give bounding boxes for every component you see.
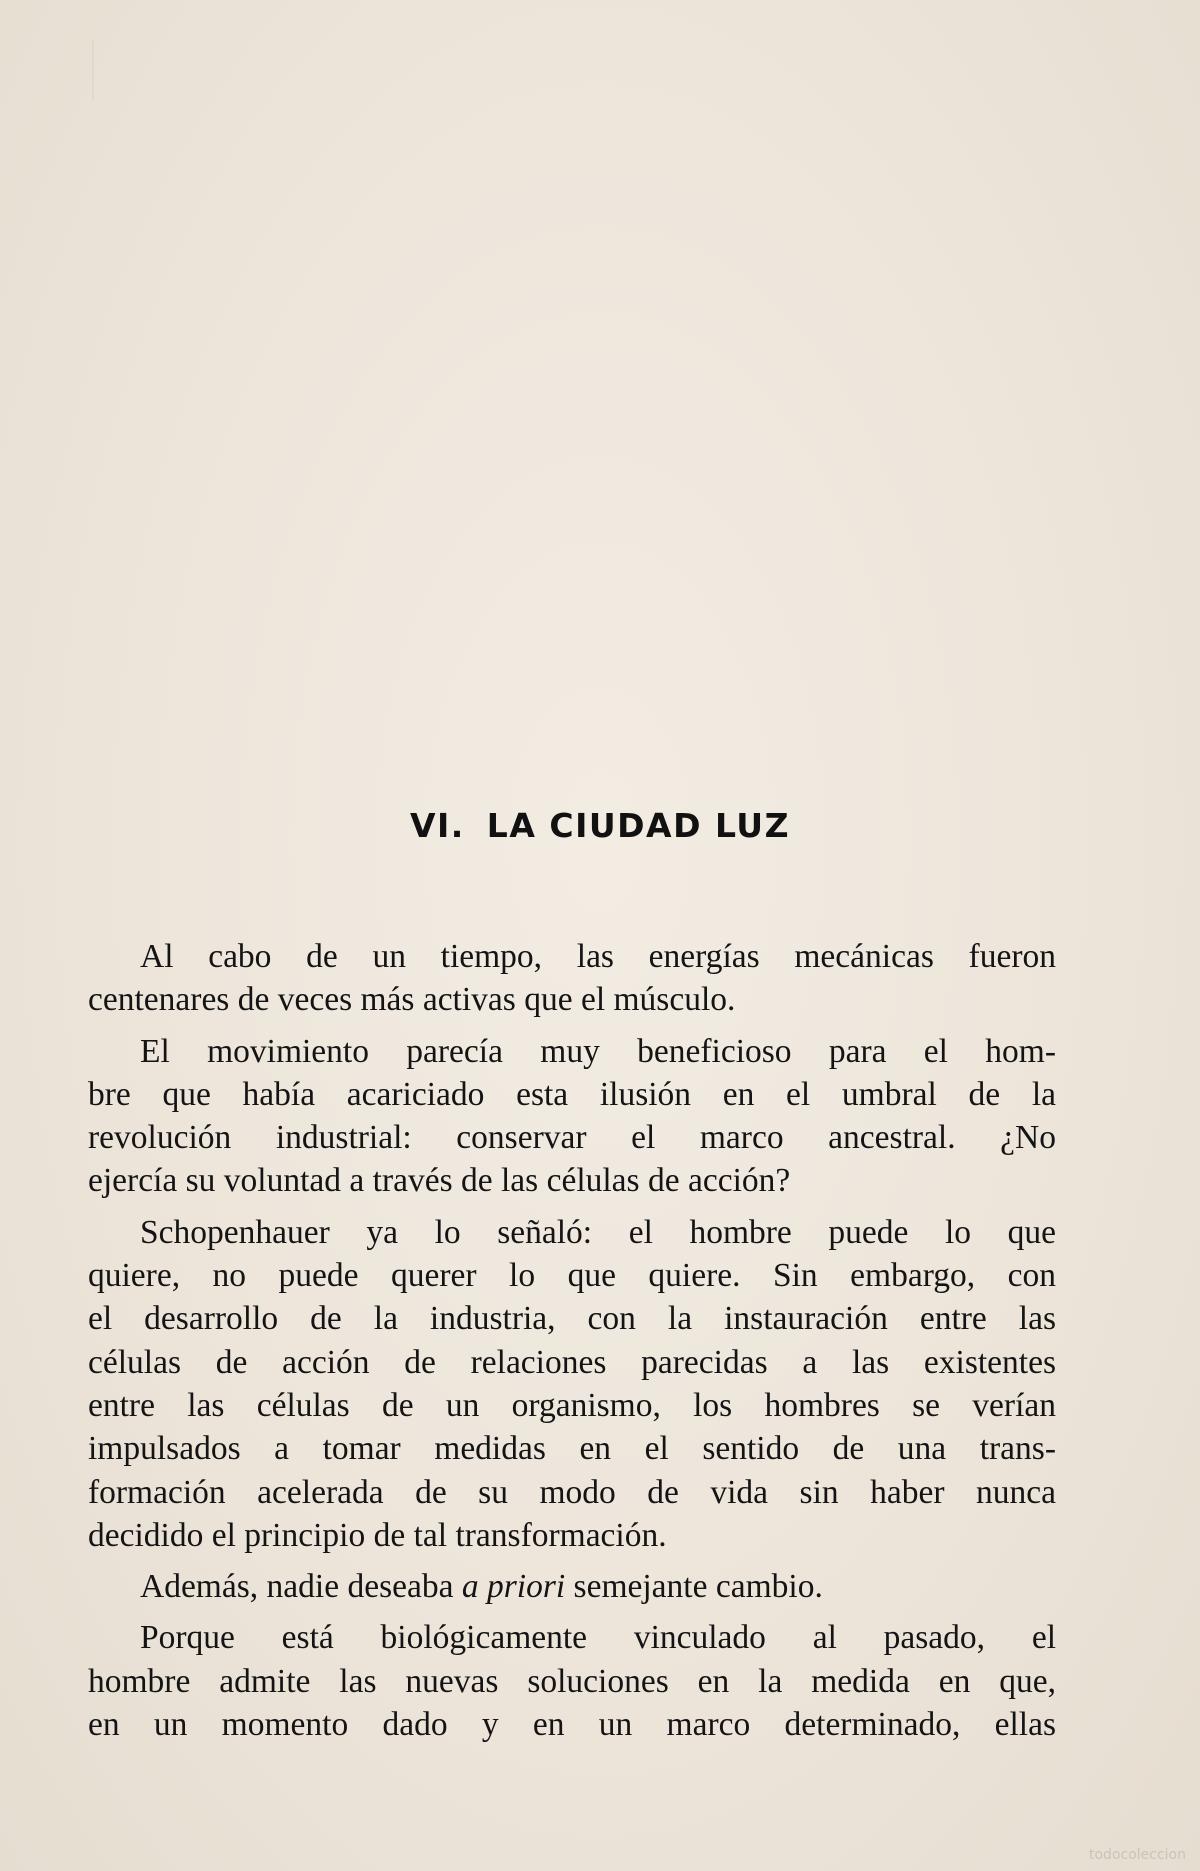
text-line: bre que había acariciado esta ilusión en el umbral de la: [88, 1075, 1056, 1113]
paragraph-2: [88, 1030, 1056, 1203]
text-line: impulsados a tomar medidas en el sentido de una trans-: [88, 1430, 1056, 1468]
italic-phrase: a priori: [461, 1568, 566, 1606]
text-line: formación acelerada de su modo de vida sin haber nunca: [88, 1473, 1056, 1511]
paragraph-3: [88, 1211, 1056, 1557]
text-line: en un momento dado y en un marco determinado, ellas: [88, 1706, 1056, 1744]
text-line: quiere, no puede querer lo que quiere. Sin embargo, con: [88, 1257, 1056, 1295]
text-line: revolución industrial: conservar el marco ancestral. ¿No: [88, 1119, 1056, 1157]
text-line: Porque está biológicamente vinculado al pasado, el: [140, 1619, 1056, 1657]
text-line: el desarrollo de la industria, con la instauración entre las: [88, 1300, 1056, 1338]
chapter-body: [88, 935, 1056, 1754]
text-line: [88, 1565, 1056, 1608]
text-line: El movimiento parecía muy beneficioso para el hom-: [140, 1032, 1056, 1070]
chapter-number: VI.: [409, 806, 465, 845]
paragraph-1: [88, 935, 1056, 1022]
page-margin-mark: [92, 40, 94, 100]
text-line: ejercía su voluntad a través de las células de acción?: [88, 1162, 791, 1200]
text-line: entre las células de un organismo, los hombres se verían: [88, 1386, 1056, 1424]
paragraph-4: [88, 1565, 1056, 1608]
text-run: semejante cambio.: [565, 1568, 823, 1606]
watermark: todocoleccion: [1089, 1847, 1186, 1863]
text-line: Al cabo de un tiempo, las energías mecánicas fueron: [140, 938, 1056, 975]
text-line: centenares de veces más activas que el músculo.: [88, 981, 736, 1019]
text-line: Schopenhauer ya lo señaló: el hombre puede lo que: [140, 1213, 1056, 1251]
chapter-title: LA CIUDAD LUZ: [486, 806, 791, 845]
text-line: células de acción de relaciones parecidas a las existentes: [88, 1343, 1056, 1381]
text-run: Además, nadie deseaba: [140, 1568, 462, 1606]
paragraph-5: [88, 1616, 1056, 1746]
chapter-heading: [0, 806, 1200, 845]
text-line: decidido el principio de tal transformación.: [88, 1516, 667, 1554]
text-line: hombre admite las nuevas soluciones en la medida en que,: [88, 1662, 1056, 1700]
